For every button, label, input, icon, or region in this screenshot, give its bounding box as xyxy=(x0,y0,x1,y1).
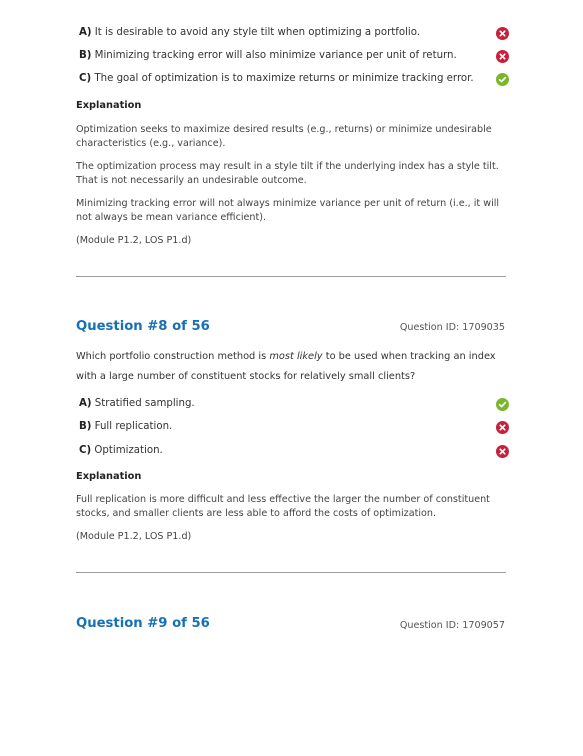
check-circle-icon xyxy=(496,73,509,86)
x-circle-icon xyxy=(496,50,509,63)
explanation-paragraph: Optimization seeks to maximize desired results (e.g., returns) or minimize undesirable characteristics (e.g., variance). xyxy=(76,124,492,149)
x-circle-icon xyxy=(496,27,509,40)
explanation-paragraph: Full replication is more difficult and less effective the larger the number of constituent stocks, and smaller clients are less able to afford the costs of optimization. xyxy=(76,494,490,519)
q7-option-a xyxy=(79,26,509,40)
explanation-paragraph: Minimizing tracking error will not always minimize variance per unit of return (i.e., it will not always be mean variance efficient). xyxy=(76,198,500,223)
q7-option-c xyxy=(79,72,509,86)
stem-emphasis: most likely xyxy=(269,351,323,362)
question-title: Question #9 of 56 xyxy=(76,616,210,631)
stem-text: Which portfolio construction method is xyxy=(76,351,270,362)
x-circle-icon xyxy=(496,421,509,434)
option-text: It is desirable to avoid any style tilt when optimizing a portfolio. xyxy=(94,27,421,38)
module-reference: (Module P1.2, LOS P1.d) xyxy=(76,235,192,246)
option-letter: C) xyxy=(79,445,92,456)
explanation-label: Explanation xyxy=(76,100,142,111)
explanation-paragraph: The optimization process may result in a style tilt if the underlying index has a style tilt. That is not necessarily an undesirable outcome. xyxy=(76,161,499,186)
question-title: Question #8 of 56 xyxy=(76,319,210,334)
option-letter: A) xyxy=(79,27,92,38)
option-text: Full replication. xyxy=(94,421,173,432)
check-circle-icon xyxy=(496,398,509,411)
question-id: Question ID: 1709057 xyxy=(399,620,505,631)
stem-text: to be used when tracking an index with a large number of constituent stocks for relatively small clients? xyxy=(76,351,496,382)
module-reference: (Module P1.2, LOS P1.d) xyxy=(76,531,192,542)
option-letter: A) xyxy=(79,398,92,409)
option-text: Optimization. xyxy=(94,445,163,456)
option-text: Minimizing tracking error will also minimize variance per unit of return. xyxy=(94,50,457,61)
section-divider xyxy=(76,572,506,573)
option-letter: B) xyxy=(79,50,92,61)
q8-option-b xyxy=(79,420,509,434)
option-letter: B) xyxy=(79,421,92,432)
option-text: Stratified sampling. xyxy=(94,398,195,409)
question-stem xyxy=(76,347,508,387)
explanation-label: Explanation xyxy=(76,471,142,482)
question-id: Question ID: 1709035 xyxy=(399,322,505,333)
option-text: The goal of optimization is to maximize returns or minimize tracking error. xyxy=(94,73,474,84)
option-letter: C) xyxy=(79,73,92,84)
section-divider xyxy=(76,276,506,277)
x-circle-icon xyxy=(496,445,509,458)
q8-option-c xyxy=(79,444,509,458)
q8-option-a xyxy=(79,397,509,411)
q7-option-b xyxy=(79,49,509,63)
